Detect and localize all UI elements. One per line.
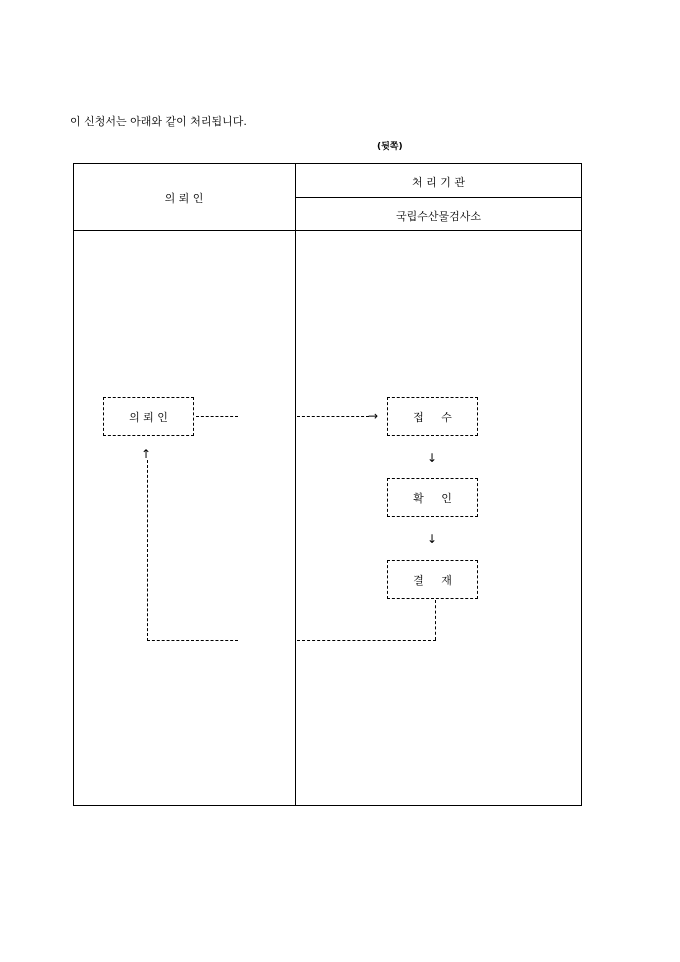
- connector-approve-down: [435, 600, 436, 640]
- connector-return-left: [147, 640, 238, 641]
- connector-return-right: [297, 640, 436, 641]
- table-divider-subheader: [295, 197, 582, 198]
- backside-label: (뒷쪽): [377, 142, 403, 152]
- approve-step-box: [387, 560, 478, 599]
- client-box: [103, 397, 194, 436]
- approve-step-label: 결 재: [413, 573, 452, 587]
- process-table: [73, 163, 582, 806]
- connector-return-up: [147, 460, 148, 641]
- arrow-down-icon: ↓: [427, 532, 438, 546]
- receive-step-box: [387, 397, 478, 436]
- client-box-label: 의 뢰 인: [129, 410, 168, 424]
- arrow-down-icon: ↓: [427, 451, 438, 465]
- confirm-step-label: 확 인: [413, 491, 452, 505]
- confirm-step-box: [387, 478, 478, 517]
- connector-client-right: [196, 416, 238, 417]
- right-subheader: 국립수산물검사소: [395, 210, 481, 223]
- left-header: 의 뢰 인: [164, 192, 204, 205]
- right-header: 처 리 기 관: [412, 176, 465, 189]
- connector-to-receive: [297, 416, 369, 417]
- arrow-right-icon: →: [368, 409, 379, 423]
- arrow-up-icon: ↑: [141, 447, 152, 461]
- table-divider-header: [73, 230, 582, 231]
- receive-step-label: 접 수: [413, 410, 452, 424]
- intro-text: 이 신청서는 아래와 같이 처리됩니다.: [70, 115, 247, 128]
- table-divider-vertical: [295, 163, 296, 806]
